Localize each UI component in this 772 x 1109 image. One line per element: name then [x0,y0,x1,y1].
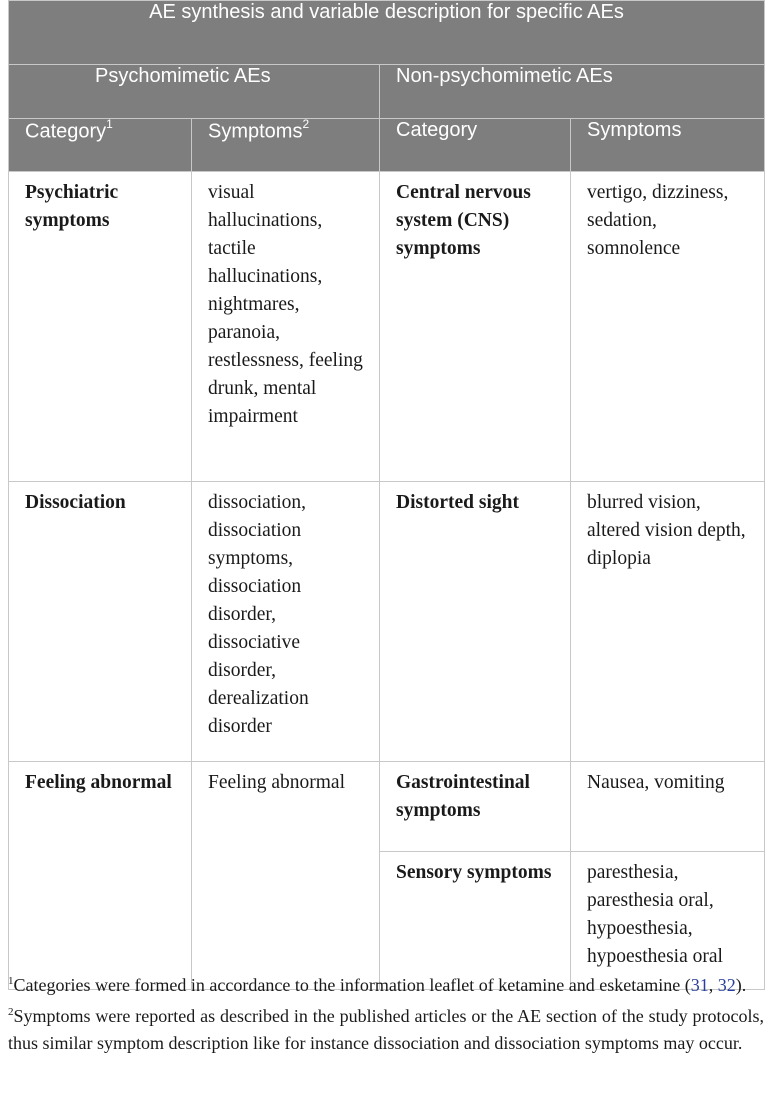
group-non-psychomimetic: Non-psychomimetic AEs [380,65,765,119]
non-symptoms-cell: vertigo, dizziness, sedation, somnolence [571,172,765,482]
psy-symptoms-cell: visual hallucinations, tactile hallucinations, nightmares, paranoia, restlessness, feeling drunk, mental impairment [192,172,380,482]
reference-link-31[interactable]: 31 [690,975,709,995]
footnotes [8,968,764,1057]
reference-link-32[interactable]: 32 [717,975,736,995]
non-symptoms-cell: Nausea, vomiting [571,762,765,852]
group-psychomimetic: Psychomimetic AEs [9,65,380,119]
footnote-2: $^2$Symptoms were reported as described in the published articles or the AE section of the study protocols, thus similar symptom description like for instance dissociation and dissociation symptoms may occur. [8,1006,764,1053]
non-symptoms-cell: paresthesia, paresthesia oral, hypoesthesia, hypoesthesia oral [571,852,765,990]
ae-table [8,0,765,990]
table-title: AE synthesis and variable description for specific AEs [9,1,765,65]
non-category-cell: Distorted sight [380,482,571,762]
non-category-cell: Central nervous system (CNS) symptoms [380,172,571,482]
col-header-category-1: Category$^1$ [9,119,192,172]
col-header-symptoms-1: Symptoms$^2$ [192,119,380,172]
col-header-category-2: Category [380,119,571,172]
non-category-cell: Gastrointestinal symptoms [380,762,571,852]
table-row [9,762,765,852]
footnote-1: $^1$Categories were formed in accordance to the information leaflet of ketamine and esketamine (31, 32). [8,975,747,995]
psy-symptoms-cell: dissociation, dissociation symptoms, dissociation disorder, dissociative disorder, derealization disorder [192,482,380,762]
psy-category-cell: Dissociation [9,482,192,762]
psy-symptoms-cell: Feeling abnormal [192,762,380,990]
table-row [9,172,765,482]
non-category-cell: Sensory symptoms [380,852,571,990]
non-symptoms-cell: blurred vision, altered vision depth, diplopia [571,482,765,762]
psy-category-cell: Psychiatric symptoms [9,172,192,482]
table-container [8,0,764,990]
col-header-symptoms-2: Symptoms [571,119,765,172]
table-row [9,482,765,762]
psy-category-cell: Feeling abnormal [9,762,192,990]
